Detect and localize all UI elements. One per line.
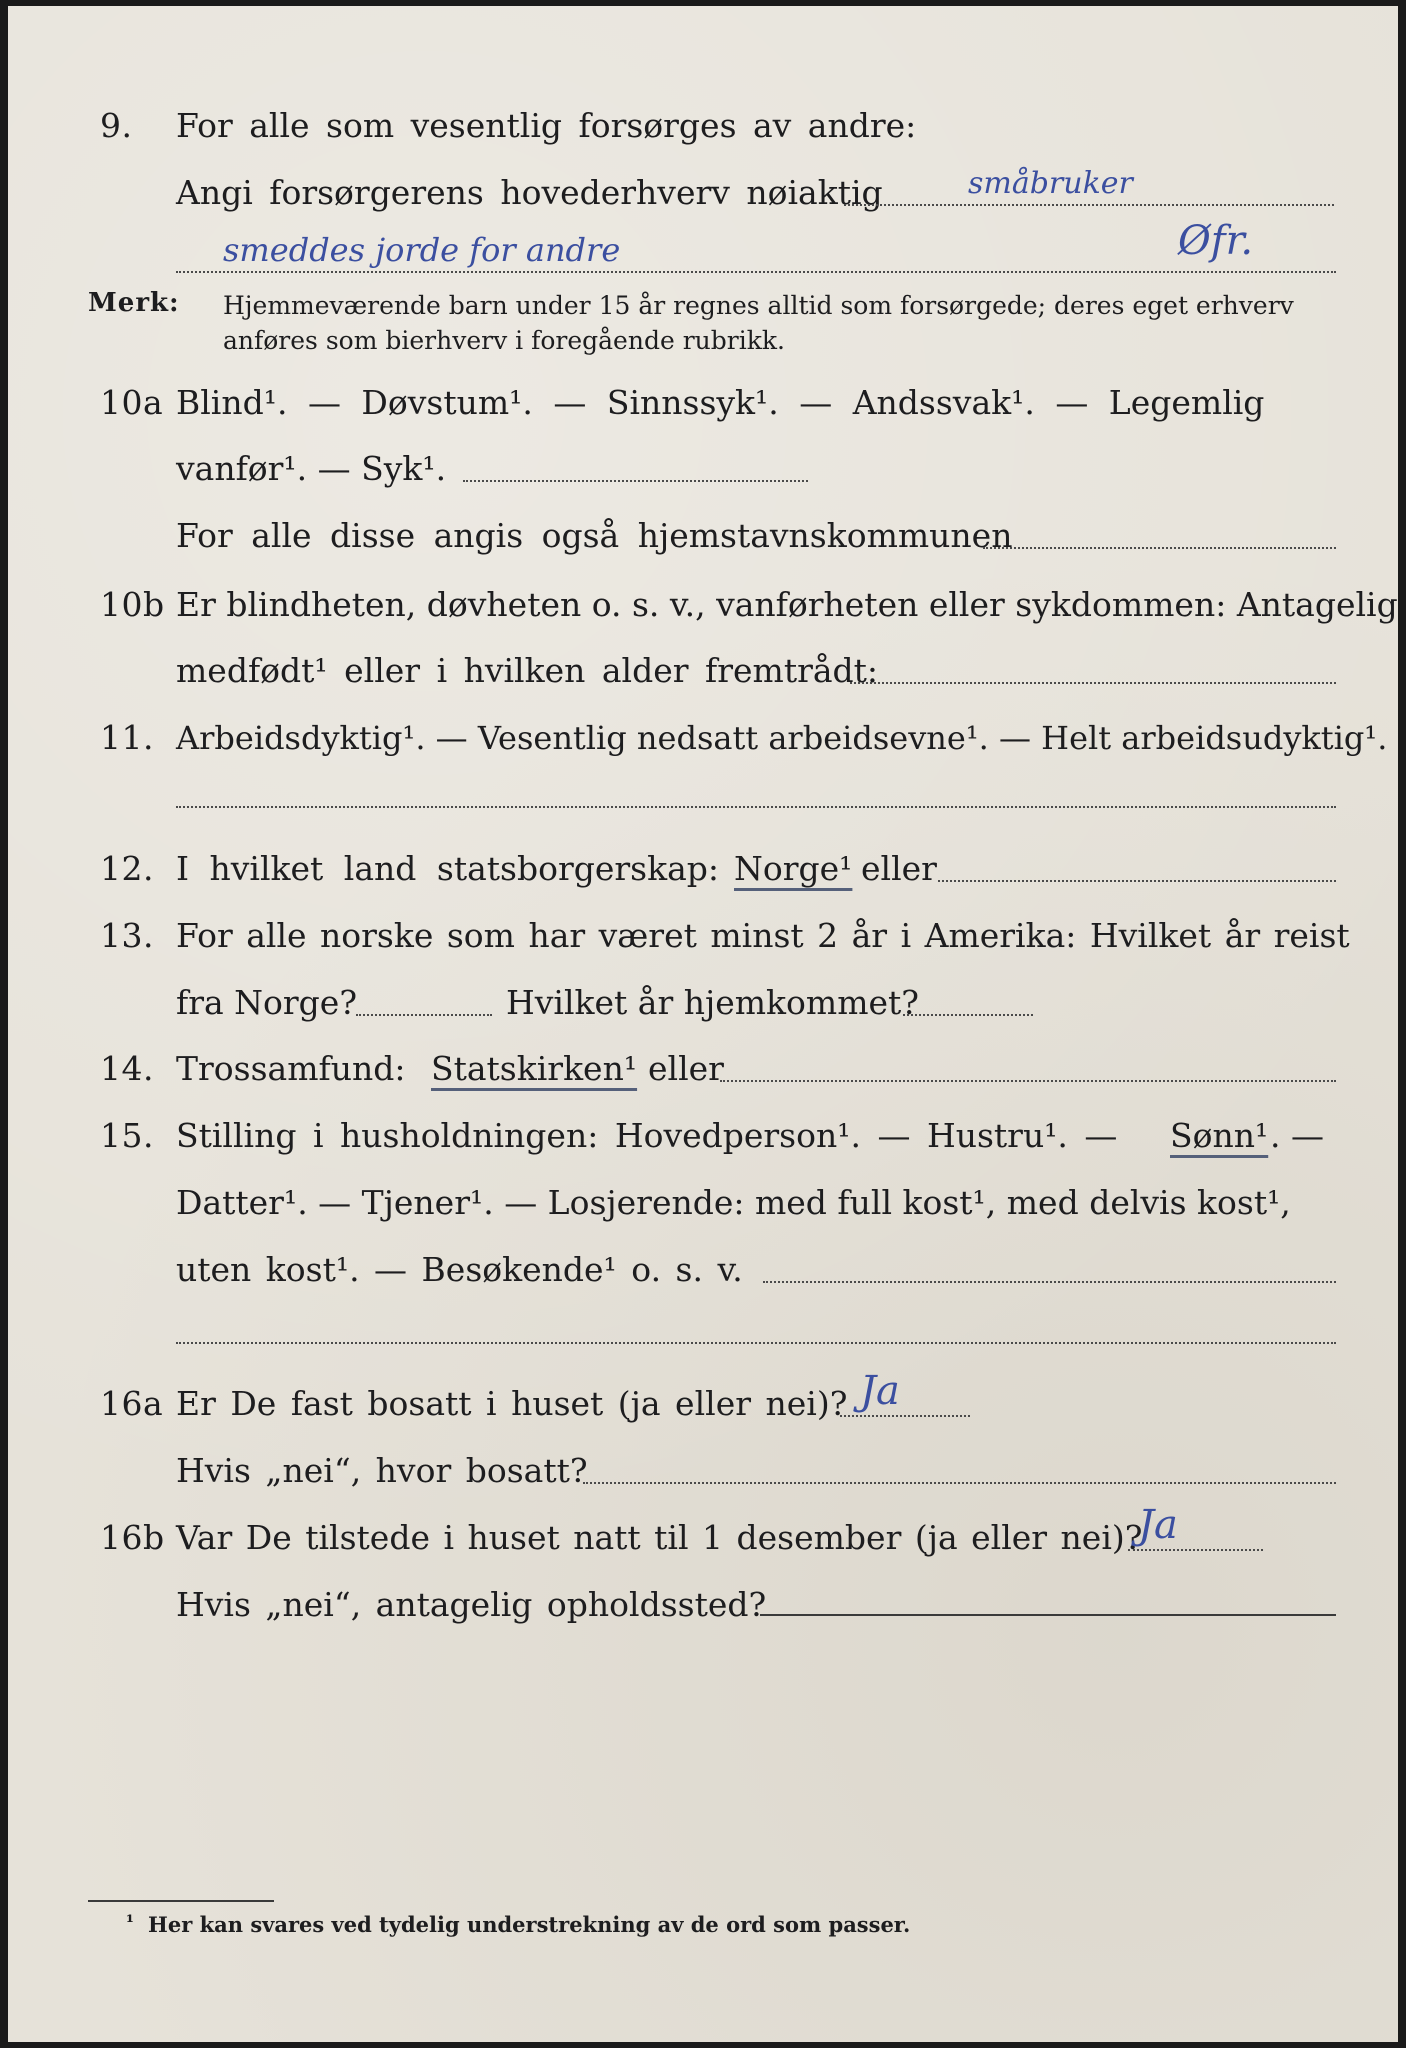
q10b-line2: medfødt¹ eller i hvilken alder fremtrådt: <box>176 651 879 690</box>
q15-line3: uten kost¹. — Besøkende¹ o. s. v. <box>176 1250 743 1289</box>
q11-line1: Arbeidsdyktig¹. — Vesentlig nedsatt arbeidsevne¹. — Helt arbeidsudyktig¹. <box>176 719 1388 757</box>
census-form-page <box>8 6 1398 2042</box>
q16b-oppholdssted-line <box>760 1614 1336 1616</box>
q16a-line1: Er De fast bosatt i huset (ja eller nei)? <box>176 1384 848 1423</box>
q14-statskirken-underlined: Statskirken¹ <box>431 1049 638 1088</box>
q13-reist-line <box>356 1014 492 1016</box>
q16b-number: 16b <box>100 1518 165 1557</box>
q13-line2a: fra Norge? <box>176 983 358 1022</box>
q15-number: 15. <box>100 1116 154 1155</box>
q13-hjemkommet-line <box>903 1014 1033 1016</box>
q10a-line2: vanfør¹. — Syk¹. <box>176 449 447 488</box>
q16a-answer-line <box>840 1415 970 1417</box>
merk-line2: anføres som bierhverv i foregående rubrikk. <box>223 326 785 355</box>
q16a-bosatt-line <box>583 1482 1336 1484</box>
footnote-text: Her kan svares ved tydelig understrekning av de ord som passer. <box>148 1912 911 1937</box>
q9-handwritten-occupation: småbruker <box>968 166 1133 201</box>
q14-prefix: Trossamfund: <box>176 1049 406 1088</box>
q13-line1: For alle norske som har været minst 2 år i Amerika: Hvilket år reist <box>176 916 1350 955</box>
q16a-handwritten-answer: Ja <box>860 1368 900 1414</box>
q12-answer-line <box>938 880 1336 882</box>
q14-number: 14. <box>100 1049 154 1088</box>
q15-line2: Datter¹. — Tjener¹. — Losjerende: med full kost¹, med delvis kost¹, <box>176 1183 1291 1222</box>
q12-number: 12. <box>100 849 154 888</box>
footnote-separator <box>88 1900 274 1902</box>
q16b-line2: Hvis „nei“, antagelig opholdssted? <box>176 1585 767 1624</box>
q9-line2: Angi forsørgerens hovederhverv nøiaktig <box>176 173 883 212</box>
q12-prefix: I hvilket land statsborgerskap: <box>176 849 720 888</box>
q13-number: 13. <box>100 916 154 955</box>
q10a-line1: Blind¹. — Døvstum¹. — Sinnssyk¹. — Andssvak¹. — Legemlig <box>176 383 1265 422</box>
q9-answer-line-1 <box>844 204 1334 206</box>
q13-line2b: Hvilket år hjemkommet? <box>506 983 919 1022</box>
q9-number: 9. <box>100 106 133 145</box>
q15-line1b: . — <box>1270 1116 1324 1155</box>
q9-handwritten-detail: smeddes jorde for andre <box>223 231 621 269</box>
q15-answer-line-2 <box>176 1342 1336 1344</box>
q10b-answer-line <box>850 682 1336 684</box>
q16a-number: 16a <box>100 1384 164 1423</box>
q10b-number: 10b <box>100 585 165 624</box>
q11-number: 11. <box>100 718 154 757</box>
q12-norge-underlined: Norge¹ <box>734 849 853 888</box>
q16b-answer-line <box>1128 1549 1263 1551</box>
q15-sonn-underlined: Sønn¹ <box>1170 1116 1269 1155</box>
q12-suffix: eller <box>861 849 937 888</box>
q11-answer-line <box>176 806 1336 808</box>
q10a-line3: For alle disse angis også hjemstavnskommunen <box>176 516 1013 555</box>
merk-line1: Hjemmeværende barn under 15 år regnes alltid som forsørgede; deres eget erhverv <box>223 291 1294 320</box>
q10a-syk-line <box>463 480 808 482</box>
q16a-line2: Hvis „nei“, hvor bosatt? <box>176 1451 588 1490</box>
q10b-line1: Er blindheten, døvheten o. s. v., vanførheten eller sykdommen: Antagelig <box>176 585 1398 624</box>
q16b-handwritten-answer: Ja <box>1138 1502 1178 1548</box>
q9-answer-line-2 <box>176 271 1336 273</box>
footnote-mark: ¹ <box>126 1912 134 1933</box>
q10a-hjemstavn-line <box>983 547 1336 549</box>
q9-line1: For alle som vesentlig forsørges av andre: <box>176 106 917 145</box>
merk-label: Merk: <box>88 288 180 318</box>
q15-answer-line-1 <box>763 1281 1336 1283</box>
q14-answer-line <box>720 1080 1336 1082</box>
q16b-line1: Var De tilstede i huset natt til 1 desember (ja eller nei)? <box>176 1518 1143 1557</box>
q10a-number: 10a <box>100 383 164 422</box>
q9-handwritten-abbrev: Øfr. <box>1178 218 1254 264</box>
q14-suffix: eller <box>648 1049 724 1088</box>
q15-line1a: Stilling i husholdningen: Hovedperson¹. — Hustru¹. — <box>176 1116 1118 1155</box>
